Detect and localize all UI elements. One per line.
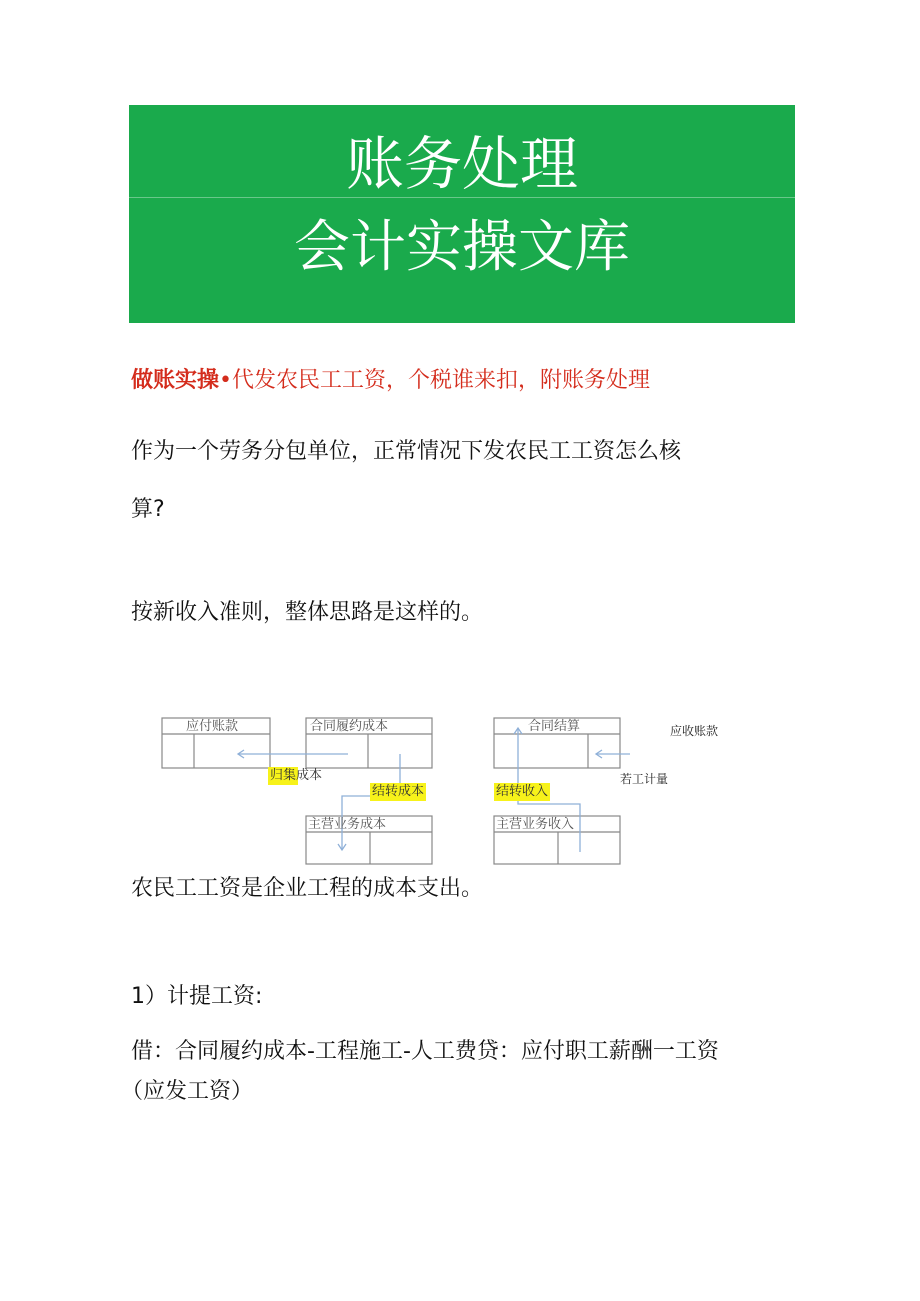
highlight-transfer-cost: 结转成本	[372, 784, 425, 799]
banner-title-line2: 会计实操文库	[294, 215, 630, 280]
highlight-collect-cost: 归集	[270, 768, 297, 783]
account-contract-settlement-label: 合同结算	[528, 719, 581, 734]
paragraph-3: 农民工工资是企业工程的成本支出。	[131, 876, 484, 901]
account-main-cost-label: 主营业务成本	[308, 817, 387, 832]
headline-rest: •代发农民工工资，个税谁来扣，附账务处理	[219, 368, 650, 393]
measure-note: 若工计量	[620, 772, 669, 786]
collect-cost-suffix: 成本	[296, 768, 323, 783]
article-headline	[131, 366, 650, 396]
paragraph-1-line-1: 作为一个劳务分包单位，正常情况下发农民工工资怎么核	[131, 439, 682, 464]
paragraph-5-line-1: 借：合同履约成本-工程施工-人工费贷：应付职工薪酬一工资	[131, 1039, 719, 1064]
accounting-flow-diagram	[160, 712, 760, 872]
paragraph-4: 1）计提工资:	[131, 984, 263, 1009]
title-banner	[129, 105, 795, 323]
paragraph-5-line-2: （应发工资）	[121, 1079, 254, 1104]
paragraph-1-line-2: 算?	[131, 497, 165, 522]
banner-divider	[129, 197, 795, 198]
highlight-transfer-revenue: 结转收入	[496, 784, 549, 799]
headline-prefix: 做账实操	[131, 368, 220, 393]
account-main-revenue-label: 主营业务收入	[496, 817, 575, 832]
account-payable-label: 应付账款	[186, 719, 239, 734]
receivable-note: 应收账款	[670, 724, 719, 738]
paragraph-2: 按新收入准则，整体思路是这样的。	[131, 600, 484, 625]
account-contract-cost-label: 合同履约成本	[310, 719, 389, 734]
banner-title-line1: 账务处理	[345, 130, 578, 198]
